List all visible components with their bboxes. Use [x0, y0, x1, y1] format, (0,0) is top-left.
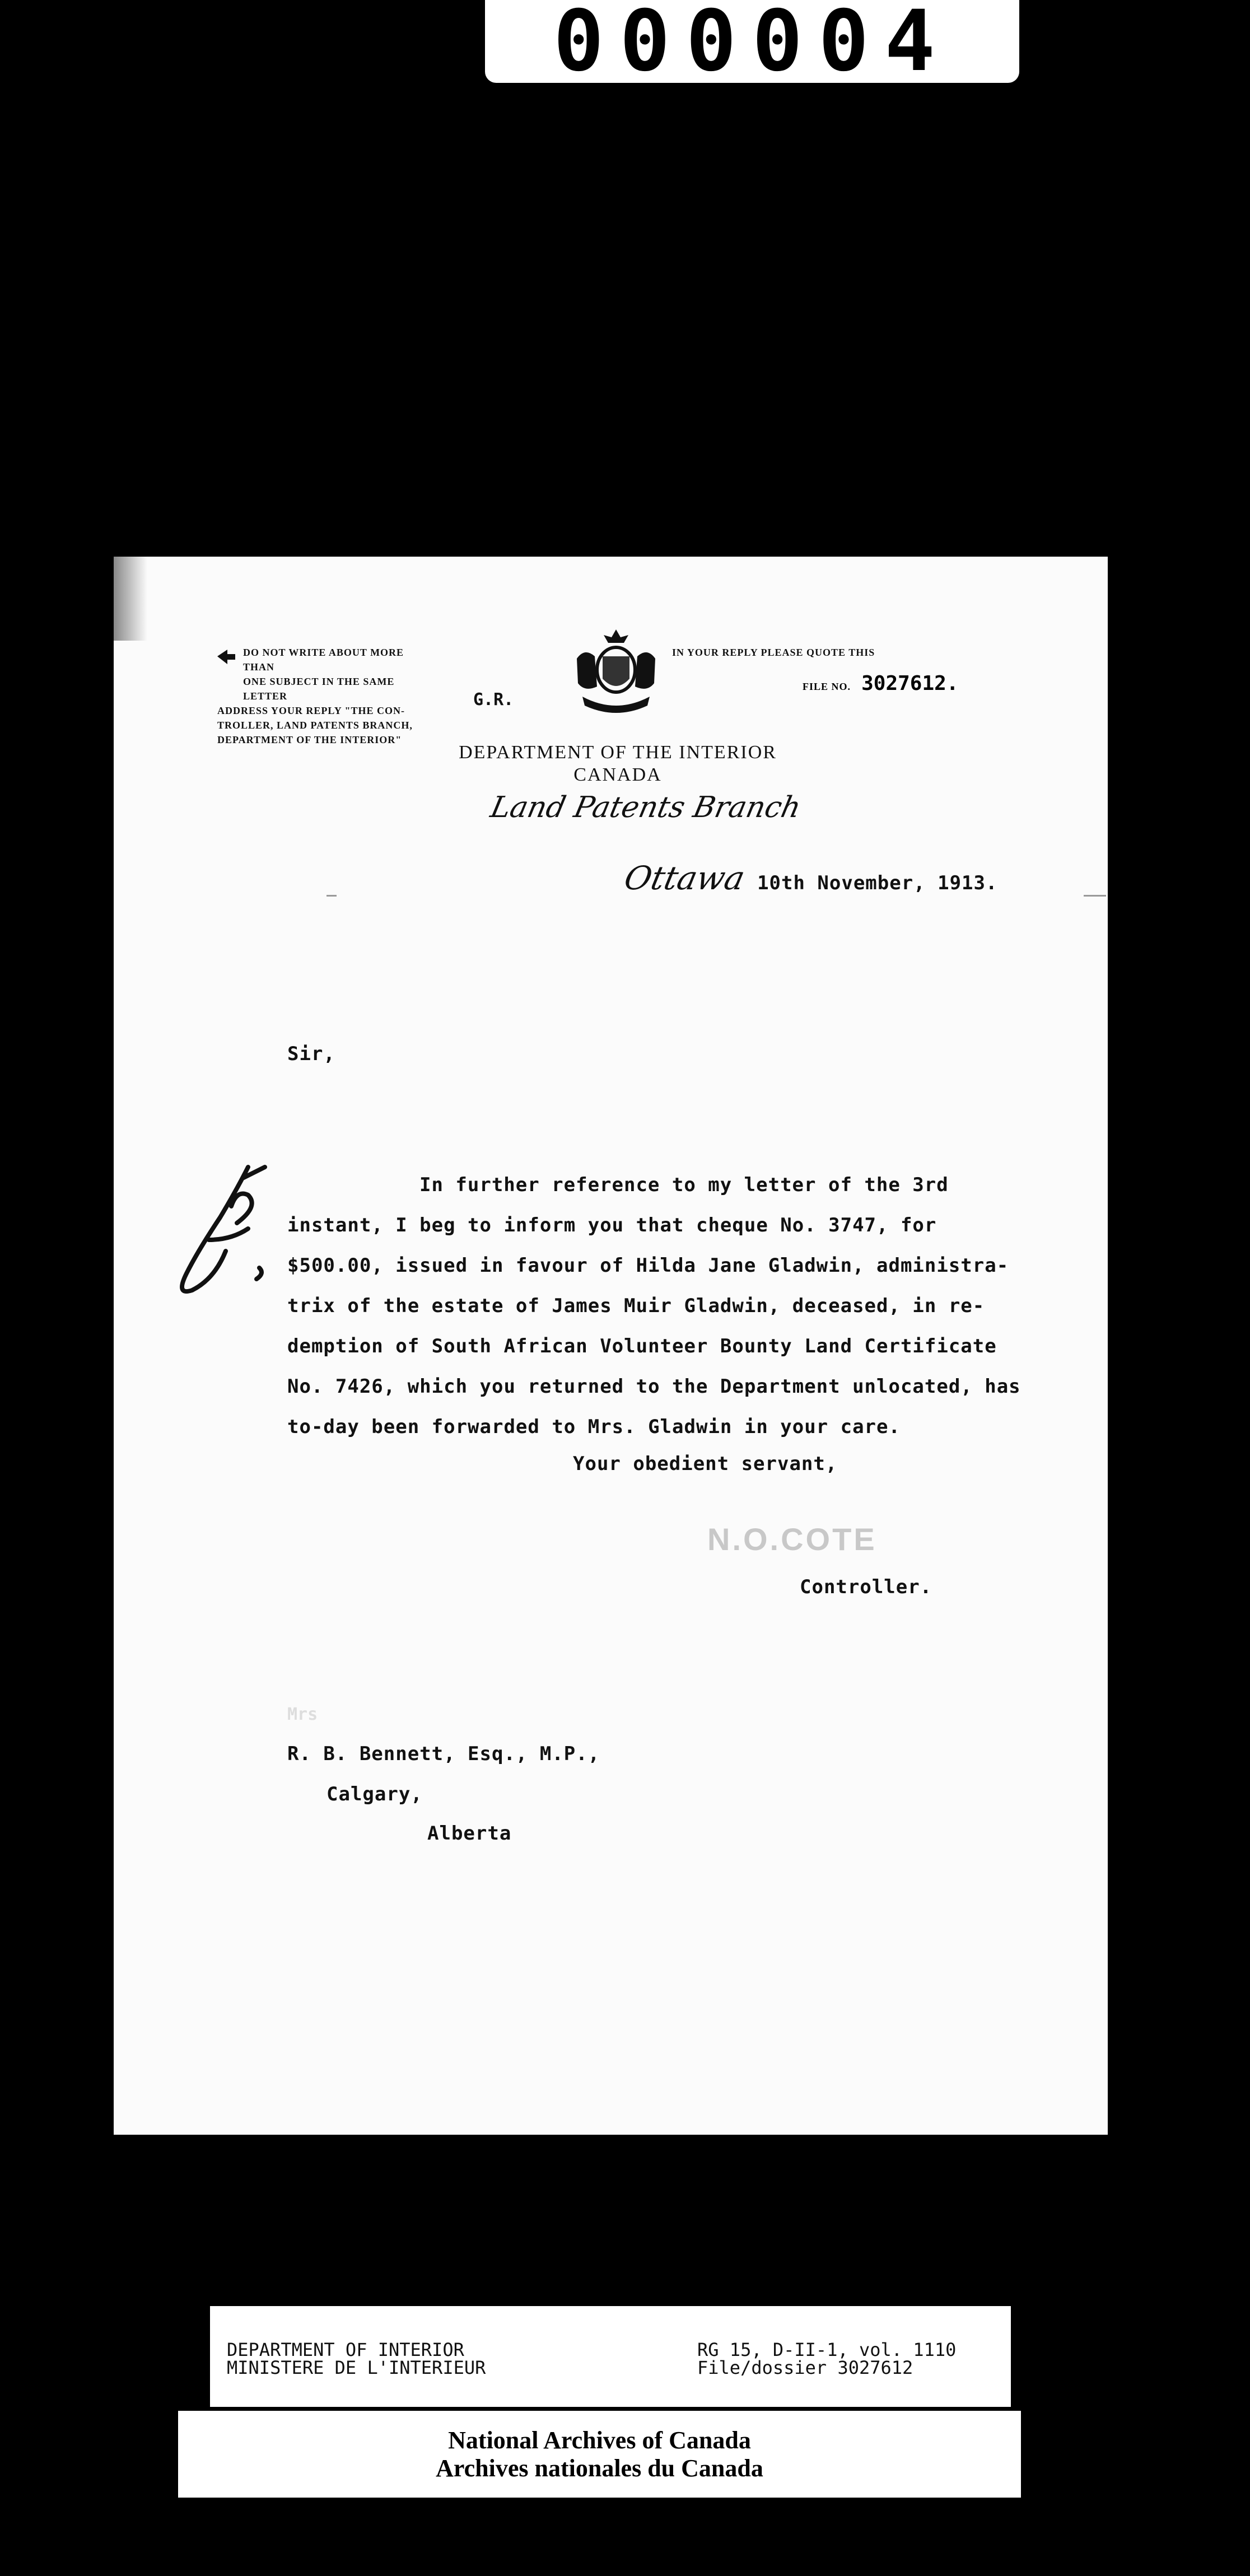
- body-line: to-day been forwarded to Mrs. Gladwin in your care.: [287, 1416, 901, 1438]
- country-name: CANADA: [573, 764, 662, 785]
- handwritten-annotation-icon: [153, 1156, 287, 1341]
- place-and-date: [621, 859, 998, 897]
- archives-credit: [178, 2411, 1021, 2498]
- body-line: In further reference to my letter of the 3rd: [419, 1174, 949, 1196]
- letter-body: [287, 1165, 1108, 1447]
- archives-name-french: Archives nationales du Canada: [436, 2454, 763, 2482]
- address-province: Alberta: [427, 1822, 512, 1845]
- body-line: trix of the estate of James Muir Gladwin, deceased, in re-: [287, 1295, 985, 1317]
- body-line: demption of South African Volunteer Bounty Land Certificate: [287, 1335, 997, 1357]
- signature-stamp: N.O.COTE: [707, 1522, 877, 1557]
- notice-line: DEPARTMENT OF THE INTERIOR": [217, 734, 402, 745]
- department-heading: [394, 741, 842, 786]
- archives-name-english: National Archives of Canada: [448, 2426, 751, 2454]
- file-number-label: FILE NO.: [803, 681, 851, 692]
- royal-coat-of-arms-icon: [566, 625, 666, 720]
- place: Ottawa: [621, 859, 749, 897]
- closing: Your obedient servant,: [573, 1453, 838, 1475]
- pointing-hand-icon: [215, 646, 237, 669]
- reference-block: [697, 2341, 956, 2377]
- stray-mark: [327, 895, 337, 897]
- department-english: DEPARTMENT OF INTERIOR: [227, 2339, 464, 2360]
- archive-reference-label: [210, 2306, 1011, 2407]
- file-number: [803, 672, 959, 695]
- department-name: DEPARTMENT OF THE INTERIOR: [459, 742, 777, 763]
- reply-quote-instruction: IN YOUR REPLY PLEASE QUOTE THIS: [672, 647, 875, 658]
- file-number-value: 3027612.: [861, 672, 959, 695]
- address-city: Calgary,: [327, 1783, 423, 1805]
- addressee: R. B. Bennett, Esq., M.P.,: [287, 1743, 600, 1765]
- page-corner-shadow: [114, 557, 147, 641]
- faint-prefix: Mrs: [287, 1705, 318, 1724]
- body-line: instant, I beg to inform you that cheque No. 3747, for: [287, 1214, 937, 1236]
- department-french: MINISTERE DE L'INTERIEUR: [227, 2357, 486, 2378]
- record-group: RG 15, D-II-1, vol. 1110: [697, 2339, 957, 2360]
- department-block: [227, 2341, 486, 2377]
- branch-name: Land Patents Branch: [487, 791, 804, 824]
- notice-line: ADDRESS YOUR REPLY "THE CON-: [217, 705, 405, 716]
- notice-line: ONE SUBJECT IN THE SAME LETTER: [243, 676, 395, 702]
- reply-instructions: [217, 645, 436, 747]
- gr-monogram: G.R.: [473, 690, 514, 710]
- notice-line: DO NOT WRITE ABOUT MORE THAN: [243, 647, 404, 673]
- date: 10th November, 1913.: [757, 872, 998, 894]
- frame-number: 000004: [485, 0, 1019, 83]
- stray-mark: [1084, 895, 1106, 897]
- letter-page: [114, 557, 1108, 2135]
- signatory-title: Controller.: [800, 1576, 932, 1598]
- notice-line: TROLLER, LAND PATENTS BRANCH,: [217, 720, 413, 731]
- body-line: $500.00, issued in favour of Hilda Jane Gladwin, administra-: [287, 1254, 1009, 1277]
- salutation: Sir,: [287, 1043, 335, 1065]
- body-line: No. 7426, which you returned to the Department unlocated, has: [287, 1375, 1021, 1398]
- file-dossier: File/dossier 3027612: [697, 2357, 913, 2378]
